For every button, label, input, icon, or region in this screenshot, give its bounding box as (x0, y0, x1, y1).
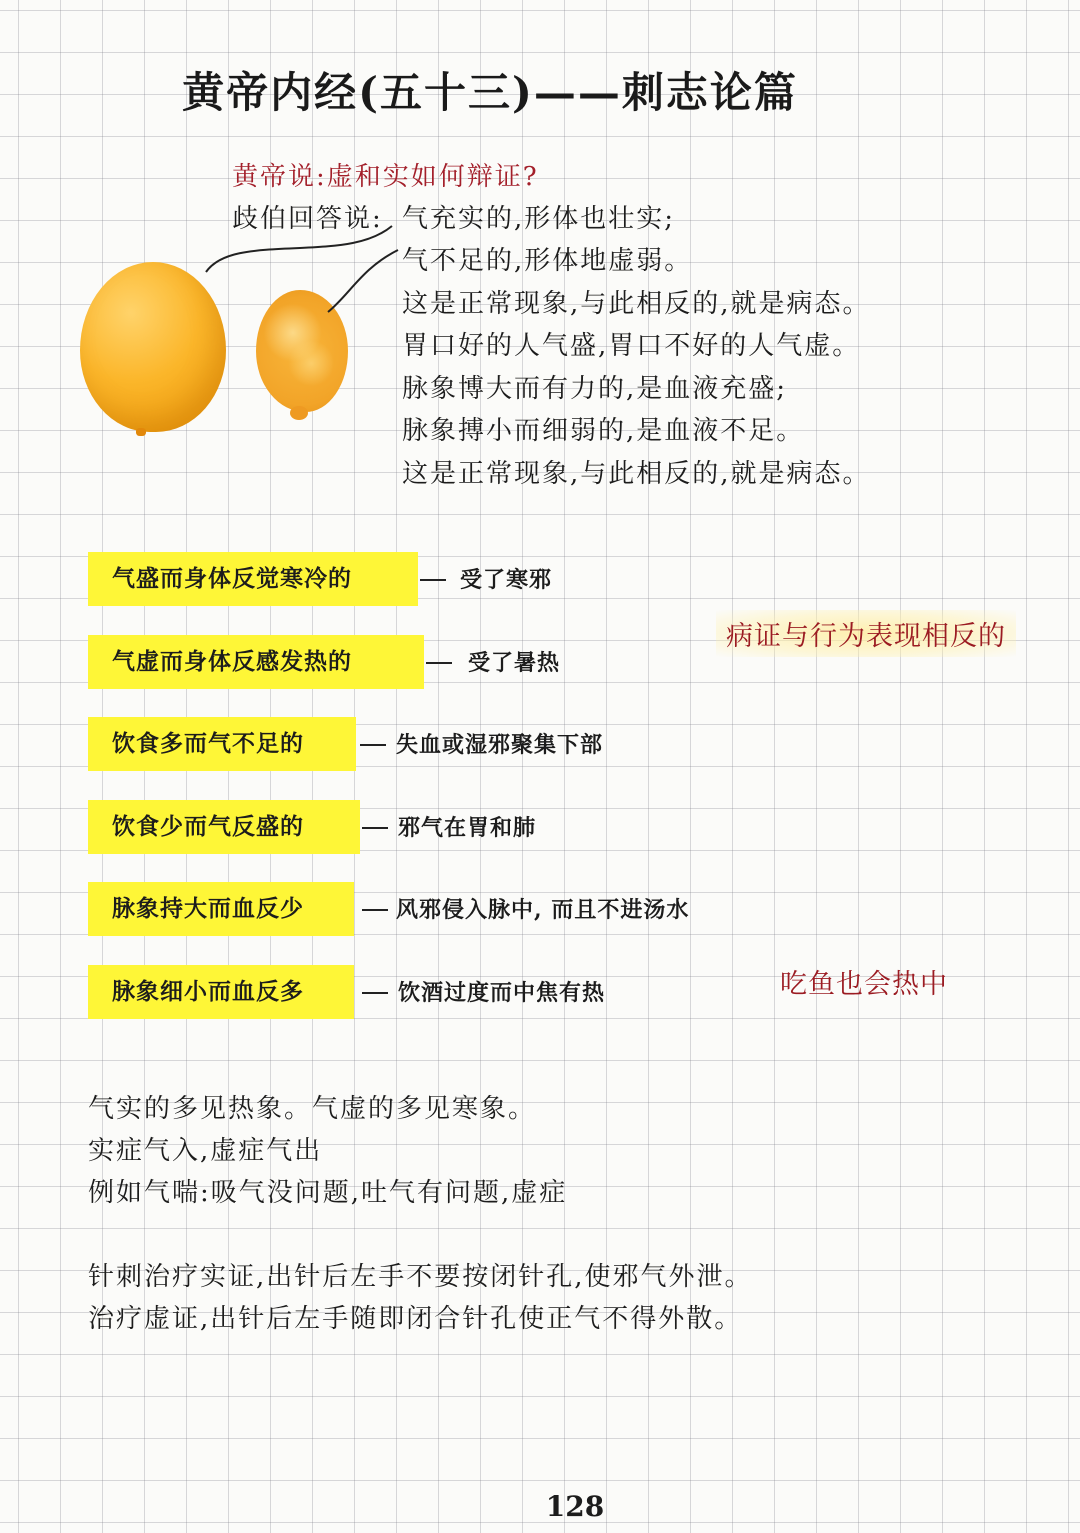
connector-line-deflated (328, 250, 398, 312)
condition-cause: 风邪侵入脉中, 而且不进汤水 (396, 897, 690, 923)
condition-highlight: 饮食多而气不足的 (88, 717, 356, 771)
condition-row (88, 552, 788, 635)
page-number: 128 (545, 1490, 605, 1523)
answer-line: 脉象搏小而细弱的,是血液不足。 (402, 416, 805, 446)
bottom-notes (88, 1088, 753, 1340)
condition-row (88, 882, 788, 965)
condition-highlight: 饮食少而气反盛的 (88, 800, 360, 854)
condition-highlight: 气盛而身体反觉寒冷的 (88, 552, 418, 606)
condition-highlight: 脉象持大而血反少 (88, 882, 354, 936)
margin-note-fish: 吃鱼也会热中 (780, 969, 948, 1000)
dash-connector (362, 827, 388, 829)
condition-highlight: 气虚而身体反感发热的 (88, 635, 424, 689)
answer-prefix: 歧伯回答说: (232, 204, 383, 234)
answer-line: 这是正常现象,与此相反的,就是病态。 (402, 458, 871, 489)
dash-connector (420, 579, 446, 581)
answer-row (232, 198, 675, 240)
margin-note-opposite: 病证与行为表现相反的 (716, 610, 1016, 657)
bottom-line: 针刺治疗实证,出针后左手不要按闭针孔,使邪气外泄。 (88, 1262, 753, 1292)
condition-highlight: 脉象细小而血反多 (88, 965, 354, 1019)
bottom-line: 实症气入,虚症气出 (88, 1136, 323, 1166)
intro-dialogue (232, 156, 675, 240)
condition-cause: 失血或湿邪聚集下部 (396, 732, 604, 758)
condition-row (88, 800, 788, 883)
condition-row (88, 965, 788, 1048)
dash-connector (362, 992, 388, 994)
condition-list (88, 552, 788, 1047)
condition-cause: 受了寒邪 (460, 567, 553, 593)
answer-line: 脉象博大而有力的,是血液充盛; (402, 373, 788, 404)
condition-cause: 饮酒过度而中焦有热 (398, 979, 606, 1006)
condition-row (88, 635, 788, 718)
paragraph-gap (88, 1214, 753, 1256)
answer-line: 这是正常现象,与此相反的,就是病态。 (402, 288, 871, 319)
answer-line: 胃口好的人气盛,胃口不好的人气虚。 (402, 331, 861, 361)
condition-cause: 邪气在胃和肺 (398, 814, 537, 841)
answer-line: 气不足的,形体地虚弱。 (402, 246, 693, 276)
bottom-line: 治疗虚证,出针后左手随即闭合针孔使正气不得外散。 (88, 1304, 743, 1334)
page-title: 黄帝内经(五十三)——刺志论篇 (182, 68, 798, 117)
dash-connector (362, 909, 388, 911)
bottom-line: 例如气喘:吸气没问题,吐气有问题,虚症 (88, 1178, 568, 1208)
question-line: 黄帝说:虚和实如何辩证? (232, 162, 539, 192)
dash-connector (360, 744, 386, 746)
bottom-line: 气实的多见热象。气虚的多见寒象。 (88, 1094, 537, 1124)
condition-row (88, 717, 788, 800)
condition-cause: 受了暑热 (468, 649, 561, 676)
answer-lines (402, 240, 871, 495)
answer-first-line: 气充实的,形体也壮实; (402, 204, 676, 234)
dash-connector (426, 662, 452, 664)
